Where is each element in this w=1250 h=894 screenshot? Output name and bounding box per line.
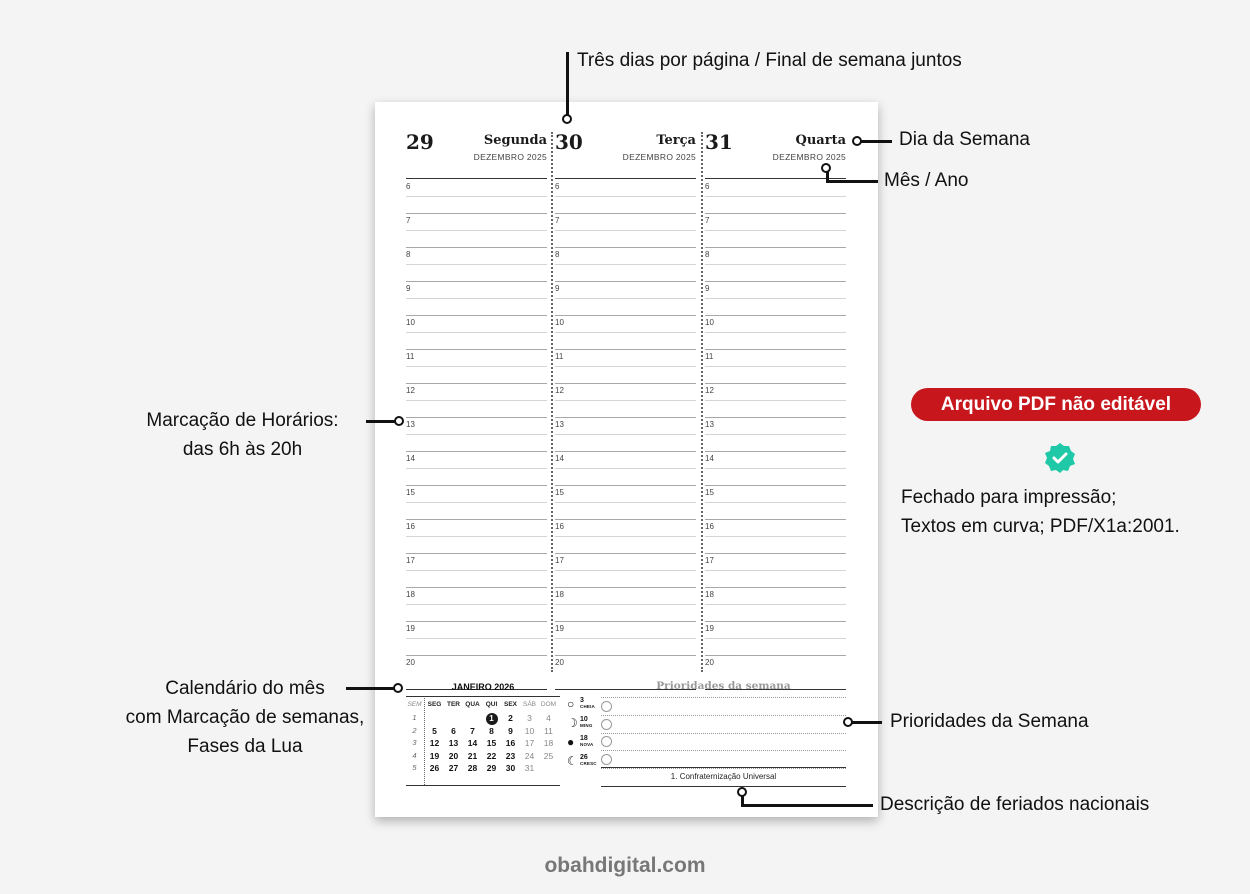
hour-label: 17	[406, 556, 415, 565]
half-hour-line	[705, 298, 846, 299]
calendar-day	[520, 738, 539, 748]
hour-label: 9	[555, 284, 560, 293]
moon-label: CHEIA	[580, 704, 596, 709]
half-hour-line	[705, 332, 846, 333]
calendar-day	[501, 713, 520, 723]
hour-label: 11	[555, 352, 564, 361]
half-hour-line	[555, 400, 696, 401]
day-value: 12	[429, 738, 440, 748]
calendar-day	[539, 713, 558, 723]
mini-calendar-title: JANEIRO 2026	[451, 682, 515, 692]
leader-line	[566, 52, 569, 117]
day-value: 30	[505, 763, 516, 773]
leader-dot	[562, 114, 572, 124]
hour-row	[555, 622, 696, 656]
week-number: 5	[412, 763, 417, 772]
calendar-day	[463, 726, 482, 736]
day-number: 29	[406, 130, 434, 154]
calendar-day	[539, 751, 558, 761]
half-hour-line	[705, 468, 846, 469]
footer-url: obahdigital.com	[544, 854, 706, 877]
weekday-header: QUA	[465, 701, 480, 708]
hour-row	[406, 248, 547, 282]
hour-row	[555, 520, 696, 554]
half-hour-line	[406, 604, 547, 605]
divider	[406, 785, 560, 786]
waning-moon-icon: ☽	[567, 716, 578, 730]
annotation-hours-line1: Marcação de Horários:	[146, 410, 339, 431]
priority-row[interactable]	[601, 698, 846, 716]
annotation-calendar-line3: Fases da Lua	[187, 736, 303, 757]
hour-row	[406, 622, 547, 656]
leader-dot	[737, 787, 747, 797]
annotation-calendar-line2: com Marcação de semanas,	[125, 707, 365, 728]
month-year: DEZEMBRO 2025	[473, 152, 547, 162]
hour-row	[555, 248, 696, 282]
annotation-hours	[110, 406, 375, 464]
day-value: 23	[505, 750, 516, 761]
half-hour-line	[406, 196, 547, 197]
waxing-moon-icon: ☾	[567, 754, 578, 768]
hour-label: 15	[555, 488, 564, 497]
day-value: 22	[486, 750, 497, 761]
calendar-day	[539, 726, 558, 736]
annotation-three-days: Três dias por página / Final de semana juntos	[577, 50, 962, 71]
weekday-name: Segunda	[483, 133, 547, 148]
half-hour-line	[406, 570, 547, 571]
day-value: 31	[524, 763, 535, 773]
moon-day: 10	[580, 716, 588, 723]
hour-row	[555, 282, 696, 316]
hour-row	[555, 316, 696, 350]
hour-label: 12	[555, 386, 564, 395]
half-hour-line	[406, 502, 547, 503]
half-hour-line	[705, 502, 846, 503]
hour-label: 20	[555, 658, 564, 667]
leader-dot	[394, 416, 404, 426]
hour-label: 13	[406, 420, 415, 429]
week-header: SEM	[407, 701, 422, 708]
hour-row	[406, 588, 547, 622]
mini-calendar	[406, 680, 560, 786]
leader-dot	[843, 717, 853, 727]
half-hour-line	[406, 264, 547, 265]
half-hour-line	[406, 638, 547, 639]
half-hour-line	[555, 604, 696, 605]
column-separator	[701, 132, 703, 672]
hour-label: 11	[705, 352, 714, 361]
calendar-day	[520, 713, 539, 723]
half-hour-line	[555, 570, 696, 571]
moon-phase	[567, 697, 597, 713]
half-hour-line	[705, 604, 846, 605]
hour-row	[705, 418, 846, 452]
day-number: 31	[705, 130, 733, 154]
day-value: 18	[543, 738, 554, 748]
hour-row	[705, 588, 846, 622]
hour-row	[406, 452, 547, 486]
half-hour-line	[555, 366, 696, 367]
day-value: 27	[448, 763, 459, 773]
day-value: 15	[486, 738, 497, 748]
hour-row	[555, 418, 696, 452]
hour-row	[406, 350, 547, 384]
header-rule	[705, 178, 846, 179]
planner-page	[375, 102, 878, 817]
calendar-day	[501, 738, 520, 748]
hour-label: 15	[705, 488, 714, 497]
hour-label: 14	[705, 454, 714, 463]
priorities-title: Prioridades da semana	[656, 680, 791, 692]
hour-label: 19	[406, 624, 415, 633]
day-value: 8	[489, 725, 494, 736]
pdf-info-line2: Textos em curva; PDF/X1a:2001.	[901, 516, 1180, 537]
leader-line	[826, 180, 878, 183]
hour-row	[705, 452, 846, 486]
hour-row	[705, 350, 846, 384]
day-value: 20	[448, 750, 459, 761]
day-value: 17	[524, 738, 535, 748]
calendar-day	[520, 763, 539, 773]
priority-checkbox-icon[interactable]	[601, 701, 612, 712]
hour-label: 10	[406, 318, 415, 327]
hour-row	[406, 214, 547, 248]
hour-row	[705, 248, 846, 282]
pdf-info	[901, 483, 1180, 541]
calendar-day	[501, 763, 520, 773]
calendar-day	[501, 726, 520, 736]
moon-day: 26	[580, 754, 588, 761]
hour-label: 7	[555, 216, 560, 225]
half-hour-line	[406, 332, 547, 333]
calendar-day	[444, 726, 463, 736]
hour-row	[406, 180, 547, 214]
hour-label: 9	[406, 284, 411, 293]
hour-row	[555, 452, 696, 486]
hour-label: 8	[555, 250, 560, 259]
moon-day: 18	[580, 735, 588, 742]
day-header	[555, 130, 696, 180]
hour-row	[406, 316, 547, 350]
day-value: 24	[524, 750, 535, 761]
hour-row	[555, 214, 696, 248]
hour-label: 18	[705, 590, 714, 599]
moon-phase	[567, 754, 597, 770]
new-moon-icon: ●	[567, 735, 575, 749]
day-value: 28	[467, 763, 478, 773]
non-editable-badge: Arquivo PDF não editável	[911, 388, 1201, 421]
leader-line	[366, 420, 396, 423]
moon-label: NOVA	[580, 742, 594, 747]
divider	[406, 696, 560, 697]
week-number: 3	[412, 738, 417, 747]
annotation-priorities: Prioridades da Semana	[890, 711, 1089, 732]
day-number: 30	[555, 130, 583, 154]
half-hour-line	[406, 366, 547, 367]
hour-row	[406, 418, 547, 452]
weekday-header: QUI	[485, 701, 498, 708]
hour-label: 10	[705, 318, 714, 327]
annotation-weekday: Dia da Semana	[899, 129, 1030, 150]
half-hour-line	[705, 434, 846, 435]
highlighted-day: 1	[486, 713, 498, 725]
day-value: 13	[448, 738, 459, 748]
calendar-day	[482, 713, 501, 725]
half-hour-line	[705, 400, 846, 401]
moon-label: MING	[580, 723, 593, 728]
annotation-hours-line2: das 6h às 20h	[182, 439, 303, 460]
half-hour-line	[555, 196, 696, 197]
day-value: 2	[508, 713, 513, 723]
calendar-day	[463, 763, 482, 773]
priority-row[interactable]	[601, 751, 846, 769]
hour-label: 13	[555, 420, 564, 429]
leader-dot	[821, 163, 831, 173]
day-value: 19	[429, 750, 440, 761]
leader-line	[346, 687, 394, 690]
calendar-day	[444, 751, 463, 761]
hour-row	[705, 180, 846, 214]
day-value: 5	[432, 725, 437, 736]
day-value: 29	[486, 763, 497, 773]
weekday-header: DOM	[540, 701, 557, 708]
hour-row	[705, 486, 846, 520]
verified-check-icon	[1044, 442, 1076, 474]
leader-line	[850, 721, 882, 724]
day-value: 11	[544, 725, 553, 736]
calendar-day	[520, 726, 539, 736]
calendar-day	[482, 763, 501, 773]
hour-row	[406, 554, 547, 588]
half-hour-line	[705, 638, 846, 639]
calendar-day	[463, 751, 482, 761]
pdf-info-line1: Fechado para impressão;	[901, 487, 1117, 508]
half-hour-line	[555, 230, 696, 231]
moon-phase	[567, 735, 597, 751]
half-hour-line	[705, 366, 846, 367]
half-hour-line	[406, 298, 547, 299]
hour-label: 17	[705, 556, 714, 565]
hour-row	[555, 554, 696, 588]
calendar-day	[482, 738, 501, 748]
hour-label: 19	[555, 624, 564, 633]
hour-row	[406, 520, 547, 554]
day-header	[406, 130, 547, 180]
month-year: DEZEMBRO 2025	[772, 152, 846, 162]
calendar-day	[425, 751, 444, 761]
day-value: 26	[429, 763, 440, 773]
leader-line	[741, 804, 873, 807]
hour-label: 18	[406, 590, 415, 599]
half-hour-line	[406, 230, 547, 231]
hour-label: 7	[406, 216, 411, 225]
half-hour-line	[705, 264, 846, 265]
header-rule	[555, 178, 696, 179]
hour-label: 15	[406, 488, 415, 497]
hour-label: 8	[705, 250, 710, 259]
hour-label: 16	[555, 522, 564, 531]
weekday-name: Terça	[656, 133, 696, 148]
hour-label: 14	[555, 454, 564, 463]
hour-label: 12	[705, 386, 714, 395]
day-value: 6	[451, 725, 456, 736]
hour-row	[705, 384, 846, 418]
priority-checkbox-icon[interactable]	[601, 736, 612, 747]
column-separator	[551, 132, 553, 672]
hour-row	[555, 588, 696, 622]
week-number: 4	[412, 750, 417, 760]
hour-row	[555, 486, 696, 520]
hour-label: 16	[406, 522, 415, 531]
annotation-holidays: Descrição de feriados nacionais	[880, 794, 1150, 815]
hour-label: 20	[705, 658, 714, 667]
day-value: 9	[508, 725, 513, 736]
calendar-day	[482, 751, 501, 761]
half-hour-line	[555, 536, 696, 537]
hour-label: 9	[705, 284, 710, 293]
hour-row	[555, 384, 696, 418]
hour-label: 14	[406, 454, 415, 463]
hour-label: 8	[406, 250, 411, 259]
hour-row	[406, 282, 547, 316]
calendar-day	[444, 763, 463, 773]
hour-label: 6	[555, 182, 560, 191]
leader-line	[860, 140, 892, 143]
calendar-day	[425, 726, 444, 736]
calendar-day	[520, 751, 539, 761]
weekday-header: SÁB	[522, 701, 536, 708]
full-moon-icon: ○	[567, 697, 575, 711]
priority-checkbox-icon[interactable]	[601, 719, 612, 730]
leader-dot	[852, 136, 862, 146]
half-hour-line	[555, 502, 696, 503]
hour-label: 11	[406, 352, 415, 361]
calendar-day	[425, 763, 444, 773]
half-hour-line	[705, 570, 846, 571]
hour-row	[406, 384, 547, 418]
half-hour-line	[406, 434, 547, 435]
hour-label: 17	[555, 556, 564, 565]
hour-label: 6	[406, 182, 411, 191]
half-hour-line	[406, 468, 547, 469]
day-value: 16	[505, 738, 516, 748]
moon-label: CRESC	[580, 761, 597, 766]
priority-checkbox-icon[interactable]	[601, 754, 612, 765]
day-value: 10	[524, 725, 535, 736]
weekday-header: SEG	[427, 701, 442, 708]
weekday-name: Quarta	[795, 133, 846, 148]
half-hour-line	[555, 298, 696, 299]
hour-row	[555, 350, 696, 384]
hour-row	[705, 282, 846, 316]
hour-row	[705, 214, 846, 248]
day-value: 3	[527, 713, 532, 723]
day-value: 25	[543, 750, 554, 761]
calendar-day	[444, 738, 463, 748]
hour-row	[555, 180, 696, 214]
calendar-day	[425, 738, 444, 748]
calendar-day	[482, 726, 501, 736]
half-hour-line	[406, 536, 547, 537]
half-hour-line	[555, 332, 696, 333]
hour-row	[705, 622, 846, 656]
annotation-month-year: Mês / Ano	[884, 170, 969, 191]
moon-phase	[567, 716, 597, 732]
half-hour-line	[705, 230, 846, 231]
weekday-header: SEX	[503, 701, 517, 708]
half-hour-line	[555, 434, 696, 435]
half-hour-line	[705, 536, 846, 537]
hour-row	[705, 520, 846, 554]
hour-row	[705, 316, 846, 350]
priority-row[interactable]	[601, 733, 846, 751]
day-value: 14	[467, 738, 478, 748]
hour-label: 7	[705, 216, 710, 225]
holiday-description: 1. Confraternização Universal	[601, 767, 846, 787]
hour-label: 20	[406, 658, 415, 667]
hour-row	[705, 554, 846, 588]
day-value: 21	[467, 750, 478, 761]
hour-label: 6	[705, 182, 710, 191]
hour-label: 19	[705, 624, 714, 633]
calendar-day	[463, 738, 482, 748]
moon-day: 3	[580, 697, 584, 704]
hour-label: 13	[705, 420, 714, 429]
annotation-calendar-line1: Calendário do mês	[165, 678, 325, 699]
calendar-day	[539, 738, 558, 748]
week-number: 1	[412, 713, 417, 722]
half-hour-line	[555, 264, 696, 265]
hour-label: 12	[406, 386, 415, 395]
month-year: DEZEMBRO 2025	[622, 152, 696, 162]
day-value: 4	[546, 713, 551, 723]
week-number: 2	[412, 725, 417, 735]
hour-label: 18	[555, 590, 564, 599]
hour-label: 16	[705, 522, 714, 531]
leader-dot	[393, 683, 403, 693]
hour-label: 10	[555, 318, 564, 327]
half-hour-line	[406, 400, 547, 401]
priority-row[interactable]	[601, 716, 846, 734]
half-hour-line	[705, 196, 846, 197]
weekday-header: TER	[447, 701, 460, 708]
hour-row	[406, 486, 547, 520]
calendar-day	[501, 751, 520, 761]
half-hour-line	[555, 638, 696, 639]
half-hour-line	[555, 468, 696, 469]
day-value: 7	[470, 725, 475, 736]
header-rule	[406, 178, 547, 179]
